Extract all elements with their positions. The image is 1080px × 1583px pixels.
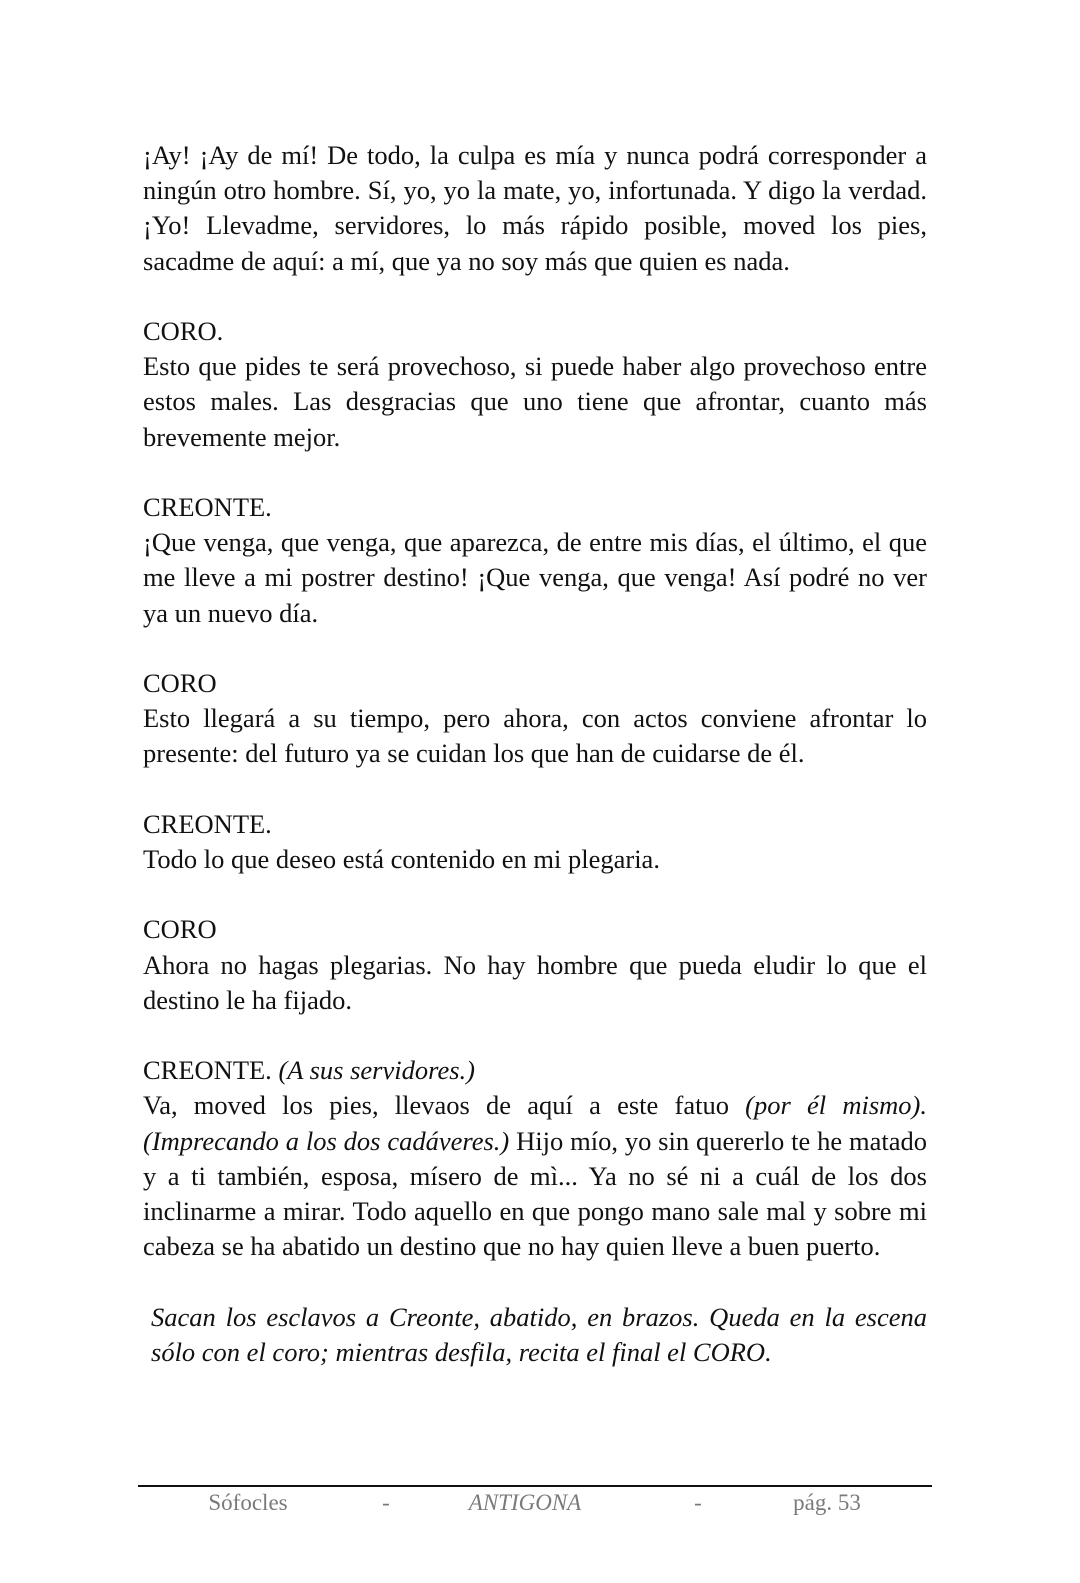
stage-direction: (por él mismo). (Imprecando a los dos cadáveres.) bbox=[143, 1090, 927, 1156]
page-number: pág. 53 bbox=[793, 1490, 861, 1515]
paragraph bbox=[143, 1053, 927, 1264]
speech-text: Esto llegará a su tiempo, pero ahora, con actos conviene afrontar lo presente: del futuro ya se cuidan los que han de cuidarse de él. bbox=[143, 703, 927, 769]
stage-direction: (A sus servidores.) bbox=[278, 1055, 475, 1086]
speech-text: ¡Ay! ¡Ay de mí! De todo, la culpa es mía y nunca podrá corresponder a ningún otro hombre. Sí, yo, yo la mate, yo, infortunada. Y digo la verdad. ¡Yo! Llevadme, servidores, lo más rápido posible, moved los pies, sacadme de aquí: a mí, que ya no soy más que quien es nada. bbox=[143, 140, 927, 276]
paragraph bbox=[143, 912, 927, 1018]
speaker-name: CREONTE. bbox=[143, 808, 272, 839]
page-body bbox=[143, 138, 927, 1405]
speech-text: Va, moved los pies, llevaos de aquí a este fatuo bbox=[143, 1090, 746, 1121]
speech-text: Hijo mío, yo sin quererlo te he matado y a ti también, esposa, mísero de mì... Ya no sé ni a cuál de los dos inclinarme a mirar. Todo aquello en que pongo mano sale mal y sobre mi cabeza se ha abatido un destino que no hay quien lleve a buen puerto. bbox=[143, 1125, 927, 1262]
footer-separator: - bbox=[694, 1490, 702, 1515]
speaker-name: CORO bbox=[143, 668, 217, 698]
footer-rule bbox=[138, 1485, 932, 1487]
stage-direction: Sacan los esclavos a Creonte, abatido, en brazos. Queda en la escena sólo con el coro; mientras desfila, recita el final el CORO. bbox=[151, 1301, 927, 1367]
speech-text: Todo lo que deseo está contenido en mi plegaria. bbox=[143, 844, 660, 874]
paragraph bbox=[143, 666, 927, 772]
speech-text: Ahora no hagas plegarias. No hay hombre que pueda eludir lo que el destino le ha fijado. bbox=[143, 949, 927, 1015]
footer-separator: - bbox=[382, 1490, 390, 1515]
paragraph bbox=[143, 807, 927, 877]
footer-author: Sófocles bbox=[208, 1490, 288, 1515]
speaker-name: CREONTE. bbox=[143, 492, 272, 522]
paragraph bbox=[143, 138, 927, 279]
speaker-name: CREONTE. bbox=[143, 1055, 272, 1086]
speaker-name: CORO. bbox=[143, 316, 224, 346]
paragraph bbox=[143, 314, 927, 455]
footer-title: ANTIGONA bbox=[468, 1490, 582, 1515]
speech-text: Esto que pides te será provechoso, si puede haber algo provechoso entre estos males. Las desgracias que uno tiene que afrontar, cuanto más brevemente mejor. bbox=[143, 351, 927, 452]
speech-text: ¡Que venga, que venga, que aparezca, de entre mis días, el último, el que me lleve a mi postrer destino! ¡Que venga, que venga! Así podré no ver ya un nuevo día. bbox=[143, 527, 927, 628]
paragraph bbox=[143, 1300, 927, 1370]
speaker-line bbox=[143, 1053, 927, 1088]
speaker-name: CORO bbox=[143, 914, 217, 945]
page-footer bbox=[0, 1490, 1080, 1522]
paragraph bbox=[143, 490, 927, 631]
